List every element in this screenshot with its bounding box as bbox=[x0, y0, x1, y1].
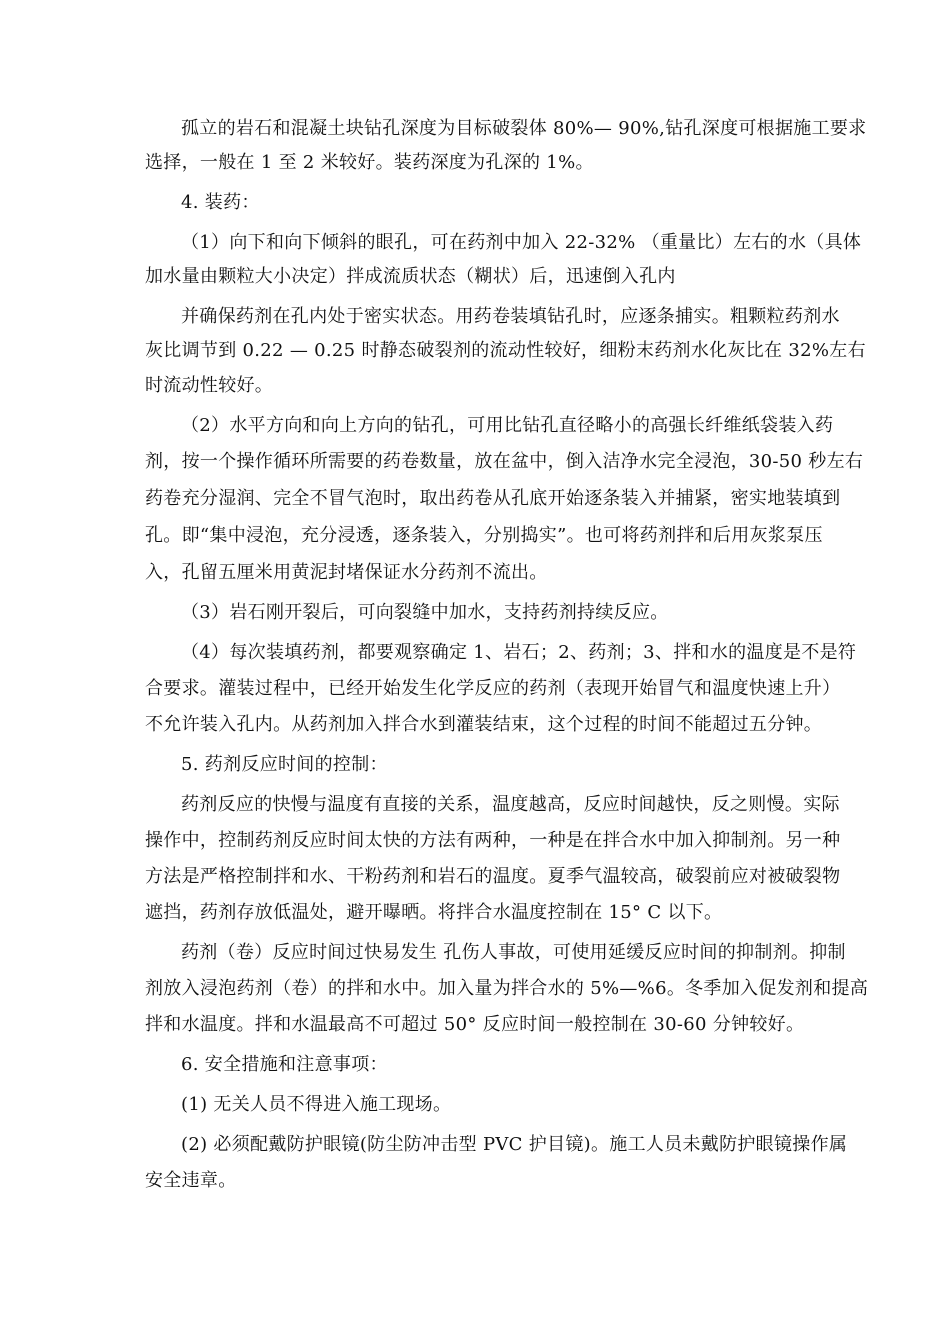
text-line: 安全违章。 bbox=[145, 1170, 237, 1191]
text-line: （4）每次装填药剂，都要观察确定 1、岩石；2、药剂；3、拌和水的温度是不是符 bbox=[181, 642, 857, 663]
text-line: (2) 必须配戴防护眼镜(防尘防冲击型 PVC 护目镜)。施工人员未戴防护眼镜操作属 bbox=[181, 1134, 848, 1155]
text-line: 孔。即“集中浸泡，充分浸透，逐条装入，分别捣实”。也可将药剂拌和后用灰浆泵压 bbox=[145, 525, 823, 546]
section-heading-5: 5. 药剂反应时间的控制： bbox=[181, 754, 388, 775]
text-line: 选择，一般在 1 至 2 米较好。装药深度为孔深的 1%。 bbox=[145, 152, 594, 173]
section-heading-6: 6. 安全措施和注意事项： bbox=[181, 1054, 388, 1075]
text-line: 加水量由颗粒大小决定）拌成流质状态（糊状）后，迅速倒入孔内 bbox=[145, 266, 676, 287]
text-line: 灰比调节到 0.22 — 0.25 时静态破裂剂的流动性较好，细粉末药剂水化灰比在 32%左右 bbox=[145, 340, 866, 361]
text-line: 并确保药剂在孔内处于密实状态。用药卷装填钻孔时，应逐条捕实。粗颗粒药剂水 bbox=[181, 306, 840, 327]
text-line: 药剂反应的快慢与温度有直接的关系，温度越高，反应时间越快，反之则慢。实际 bbox=[181, 794, 840, 815]
text-line: 时流动性较好。 bbox=[145, 375, 274, 396]
text-line: 入，孔留五厘米用黄泥封堵保证水分药剂不流出。 bbox=[145, 562, 548, 583]
text-line: 剂放入浸泡药剂（卷）的拌和水中。加入量为拌合水的 5%—%6。冬季加入促发剂和提高 bbox=[145, 978, 869, 999]
section-heading-4: 4. 装药： bbox=[181, 192, 260, 213]
text-line: 孤立的岩石和混凝土块钻孔深度为目标破裂体 80%— 90%,钻孔深度可根据施工要求 bbox=[181, 118, 867, 139]
text-line: （3）岩石刚开裂后，可向裂缝中加水，支持药剂持续反应。 bbox=[181, 602, 669, 623]
text-line: 遮挡，药剂存放低温处，避开曝晒。将拌合水温度控制在 15° C 以下。 bbox=[145, 902, 723, 923]
text-line: （1）向下和向下倾斜的眼孔，可在药剂中加入 22-32% （重量比）左右的水（具体 bbox=[181, 232, 862, 253]
text-line: 合要求。灌装过程中，已经开始发生化学反应的药剂（表现开始冒气和温度快速上升） bbox=[145, 678, 841, 699]
text-line: 不允许装入孔内。从药剂加入拌合水到灌装结束，这个过程的时间不能超过五分钟。 bbox=[145, 714, 823, 735]
text-line: 药剂（卷）反应时间过快易发生 孔伤人事故，可使用延缓反应时间的抑制剂。抑制 bbox=[181, 942, 846, 963]
text-line: 操作中，控制药剂反应时间太快的方法有两种，一种是在拌合水中加入抑制剂。另一种 bbox=[145, 830, 841, 851]
text-line: 剂，按一个操作循环所需要的药卷数量，放在盆中，倒入洁净水完全浸泡，30-50 秒左右 bbox=[145, 451, 864, 472]
text-line: （2）水平方向和向上方向的钻孔，可用比钻孔直径略小的高强长纤维纸袋装入药 bbox=[181, 415, 834, 436]
text-line: (1) 无关人员不得进入施工现场。 bbox=[181, 1094, 452, 1115]
text-line: 方法是严格控制拌和水、干粉药剂和岩石的温度。夏季气温较高，破裂前应对被破裂物 bbox=[145, 866, 841, 887]
text-line: 拌和水温度。拌和水温最高不可超过 50° 反应时间一般控制在 30-60 分钟较好。 bbox=[145, 1014, 805, 1035]
text-line: 药卷充分湿润、完全不冒气泡时，取出药卷从孔底开始逐条装入并捕紧，密实地装填到 bbox=[145, 488, 841, 509]
